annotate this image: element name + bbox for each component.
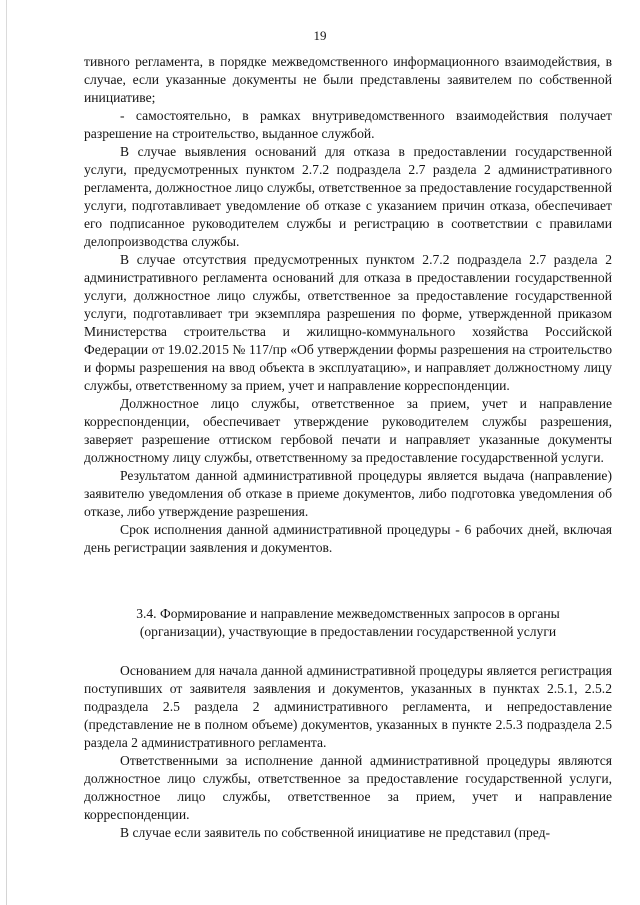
body-text-top <box>84 53 612 557</box>
paragraph-no-refusal-grounds: В случае отсутствия предусмотренных пунктом 2.7.2 подраздела 2.7 раздела 2 административного регламента оснований для отказа в предоставлении государственной услуги, должностное лицо службы, ответственное за предоставление государственной услуги, подготавливает три экземпляра разрешения по форме, утвержденной приказом Министерства строительства и жилищно-коммунального хозяйства Российской Федерации от 19.02.2015 № 117/пр «Об утверждении формы разрешения на строительство и формы разрешения на ввод объекта в эксплуатацию», и направляет должностному лицу службы, ответственному за прием, учет и направление корреспонденции. <box>84 252 612 393</box>
paragraph-bullet-self: - самостоятельно, в рамках внутриведомственного взаимодействия получает разрешение на строительство, выданное службой. <box>84 108 612 141</box>
paragraph-basis: Основанием для начала данной административной процедуры является регистрация поступивших от заявителя заявления и документов, указанных в пунктах 2.5.1, 2.5.2 подраздела 2.5 раздела 2 административного регламента, и непредоставление (представление не в полном объеме) документов, указанных в пункте 2.5.3 подраздела 2.5 раздела 2 административного регламента. <box>84 663 612 750</box>
scan-edge-line <box>6 0 7 905</box>
section-heading-line1: 3.4. Формирование и направление межведомственных запросов в органы <box>136 606 560 621</box>
paragraph-official-approval: Должностное лицо службы, ответственное за прием, учет и направление корреспонденции, обеспечивает утверждение руководителем службы разрешения, заверяет разрешение оттиском гербовой печати и направляет указанные документы должностному лицу службы, ответственному за предоставление государственной услуги. <box>84 396 612 465</box>
section-heading <box>84 605 612 641</box>
body-text-bottom <box>84 662 612 842</box>
paragraph-applicant-case: В случае если заявитель по собственной инициативе не представил (пред- <box>120 825 551 840</box>
page-number: 19 <box>313 28 327 43</box>
paragraph-continuation: тивного регламента, в порядке межведомственного информационного взаимодействия, в случае, если указанные документы не были представлены заявителем по собственной инициативе; <box>84 54 612 105</box>
paragraph-result: Результатом данной административной процедуры является выдача (направление) заявителю уведомления об отказе в приеме документов, либо подготовка уведомления об отказе, либо утверждение разрешения. <box>84 468 612 519</box>
section-heading-line2: (организации), участвующие в предоставлении государственной услуги <box>139 624 557 639</box>
paragraph-refusal-grounds: В случае выявления оснований для отказа в предоставлении государственной услуги, предусмотренных пунктом 2.7.2 подраздела 2.7 раздела 2 административного регламента, должностное лицо службы, ответственное за предоставление государственной услуги, подготавливает уведомление об отказе с указанием причин отказа, обеспечивает его подписанное руководителем службы и регистрацию в соответствии с правилами делопроизводства службы. <box>84 144 612 249</box>
paragraph-deadline: Срок исполнения данной административной процедуры - 6 рабочих дней, включая день регистрации заявления и документов. <box>84 522 612 555</box>
paragraph-responsible: Ответственными за исполнение данной административной процедуры являются должностное лицо службы, ответственное за предоставление государственной услуги, должностное лицо службы, ответственное за прием, учет и направление корреспонденции. <box>84 753 612 822</box>
